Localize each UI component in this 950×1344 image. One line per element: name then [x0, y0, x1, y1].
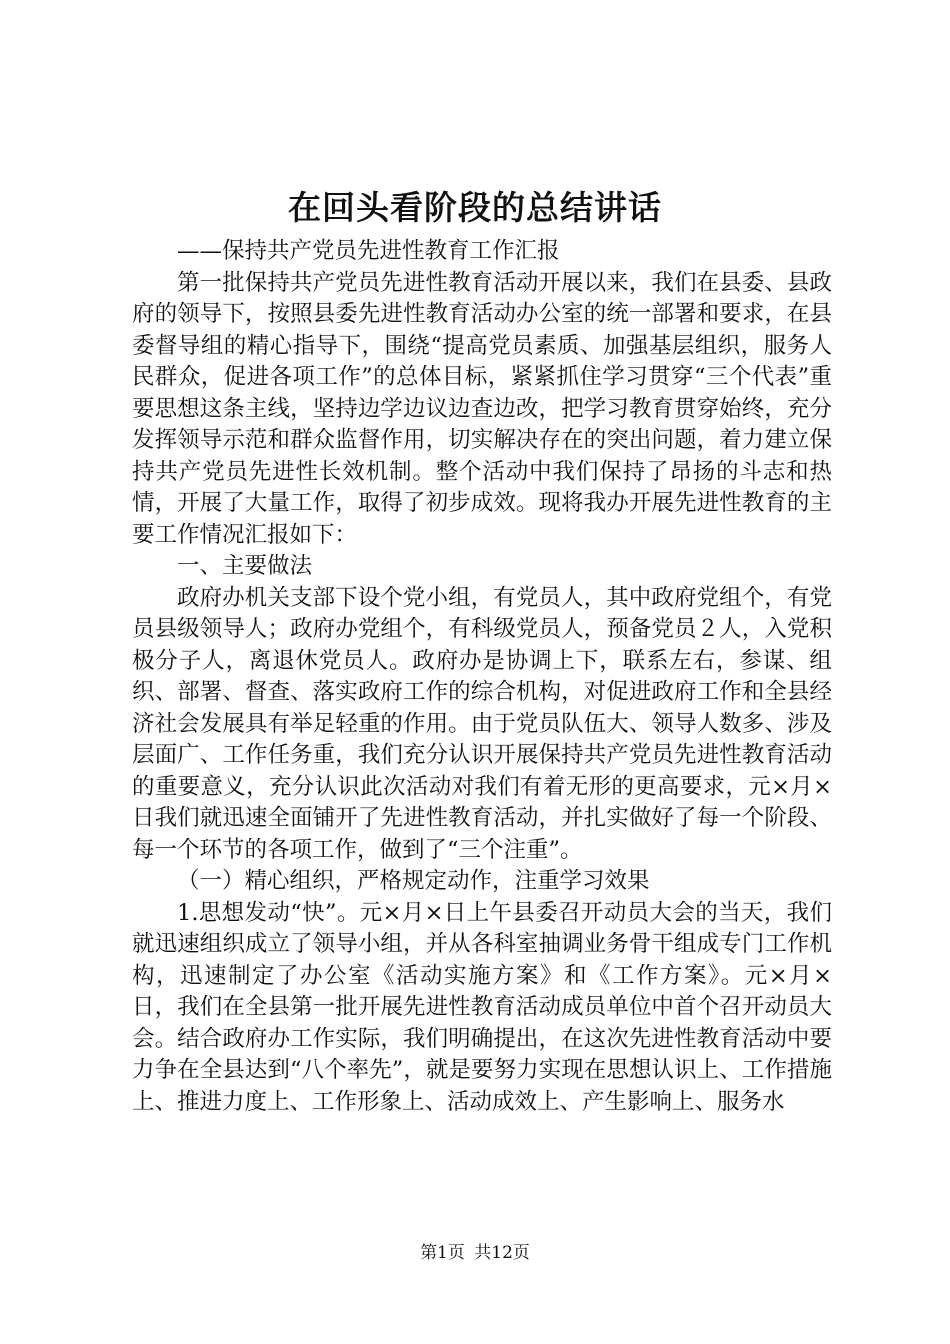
subsection-heading-organization: （一）精心组织，严格规定动作，注重学习效果	[177, 868, 650, 894]
paragraph-mobilization: 1.思想发动“快”。元×月×日上午县委召开动员大会的当天，我们就迅速组织成立了领导小组，并从各科室抽调业务骨干组成专门工作机构，迅速制定了办公室《活动实施方案》和《工作方案》。元×月×日，我们在全县第一批开展先进性教育活动成员单位中首个召开动员大会。结合政府办工作实际，我们明确提出，在这次先进性教育活动中要力争在全县达到“八个率先”，就是要努力实现在思想认识上、工作措施上、推进力度上、工作形象上、活动成效上、产生影响上、服务水	[132, 899, 832, 1115]
document-body	[132, 236, 832, 1118]
section-heading-main-practices: 一、主要做法	[177, 553, 313, 579]
paragraph-intro: 第一批保持共产党员先进性教育活动开展以来，我们在县委、县政府的领导下，按照县委先进性教育活动办公室的统一部署和要求，在县委督导组的精心指导下，围绕“提高党员素质、加强基层组织，服务人民群众，促进各项工作”的总体目标，紧紧抓住学习贯穿“三个代表”重要思想这条主线，坚持边学边议边查边改，把学习教育贯穿始终，充分发挥领导示范和群众监督作用，切实解决存在的突出问题，着力建立保持共产党员先进性长效机制。整个活动中我们保持了昂扬的斗志和热情，开展了大量工作，取得了初步成效。现将我办开展先进性教育的主要工作情况汇报如下：	[132, 269, 832, 548]
document-subtitle: ——保持共产党员先进性教育工作汇报	[177, 238, 560, 264]
page-footer	[0, 1242, 950, 1264]
page-total: 共12页	[474, 1243, 530, 1263]
page-number: 第1页	[420, 1243, 465, 1263]
paragraph-party-branch: 政府办机关支部下设个党小组，有党员人，其中政府党组个，有党员县级领导人；政府办党组个，有科级党员人，预备党员２人，入党积极分子人，离退休党员人。政府办是协调上下，联系左右，参谋、组织、部署、督查、落实政府工作的综合机构，对促进政府工作和全县经济社会发展具有举足轻重的作用。由于党员队伍大、领导人数多、涉及层面广、工作任务重，我们充分认识开展保持共产党员先进性教育活动的重要意义，充分认识此次活动对我们有着无形的更高要求，元×月×日我们就迅速全面铺开了先进性教育活动，并扎实做好了每一个阶段、每一个环节的各项工作，做到了“三个注重”。	[132, 584, 832, 863]
page-title: 在回头看阶段的总结讲话	[288, 188, 662, 227]
